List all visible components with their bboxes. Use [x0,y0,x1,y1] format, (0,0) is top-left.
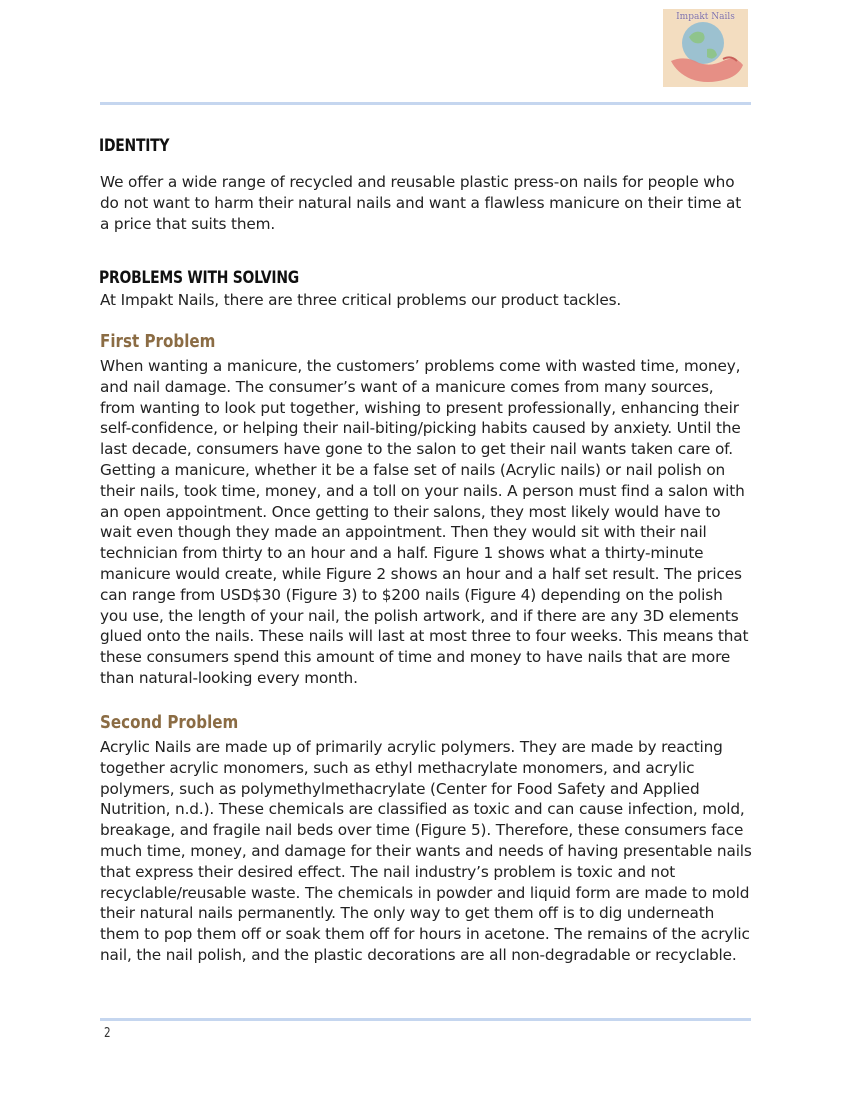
company-logo [663,9,748,87]
page-number: 2 [104,1026,111,1041]
problems-intro: At Impakt Nails, there are three critical problems our product tackles. [100,291,622,309]
header-divider [100,102,751,105]
second-problem-heading: Second Problem [100,712,239,733]
footer-divider [100,1018,751,1021]
first-problem-heading: First Problem [100,331,216,352]
problems-heading: PROBLEMS WITH SOLVING [99,268,299,288]
first-problem-body: When wanting a manicure, the customers’ problems come with wasted time, money, and nail damage. The consumer’s want of a manicure comes from many sources, from wanting to look put together, wishing to present professionally, enhancing their self-confidence, or helping their nail-biting/picking habits caused by anxiety. Until the last decade, consumers have gone to the salon to get their nail wants taken care of. Getting a manicure, whether it be a false set of nails (Acrylic nails) or nail polish on their nails, took time, money, and a toll on your nails. A person must find a salon with an open appointment. Once getting to their salons, they most likely would have to wait even though they made an appointment. Then they would sit with their nail technician from thirty to an hour and a half. Figure 1 shows what a thirty-minute manicure would create, while Figure 2 shows an hour and a half set result. The prices can range from USD$30 (Figure 3) to $200 nails (Figure 4) depending on the polish you use, the length of your nail, the polish artwork, and if there are any 3D elements glued onto the nails. These nails will last at most three to four weeks. This means that these consumers spend this amount of time and money to have nails that are more than natural-looking every month. [100,357,749,687]
logo-text: Impakt Nails [676,12,735,22]
identity-heading: IDENTITY [99,136,170,156]
second-problem-body: Acrylic Nails are made up of primarily acrylic polymers. They are made by reacting together acrylic monomers, such as ethyl methacrylate monomers, and acrylic polymers, such as polymethylmethacrylate (Center for Food Safety and Applied Nutrition, n.d.). These chemicals are classified as toxic and can cause infection, mold, breakage, and fragile nail beds over time (Figure 5). Therefore, these consumers face much time, money, and damage for their wants and needs of having presentable nails that express their desired effect. The nail industry’s problem is toxic and not recyclable/reusable waste. The chemicals in powder and liquid form are made to mold their natural nails permanently. The only way to get them off is to dig underneath them to pop them off or soak them off for hours in acetone. The remains of the acrylic nail, the nail polish, and the plastic decorations are all non-degradable or recyclable. [100,738,752,964]
identity-body: We offer a wide range of recycled and reusable plastic press-on nails for people who do not want to harm their natural nails and want a flawless manicure on their time at a price that suits them. [100,173,742,233]
